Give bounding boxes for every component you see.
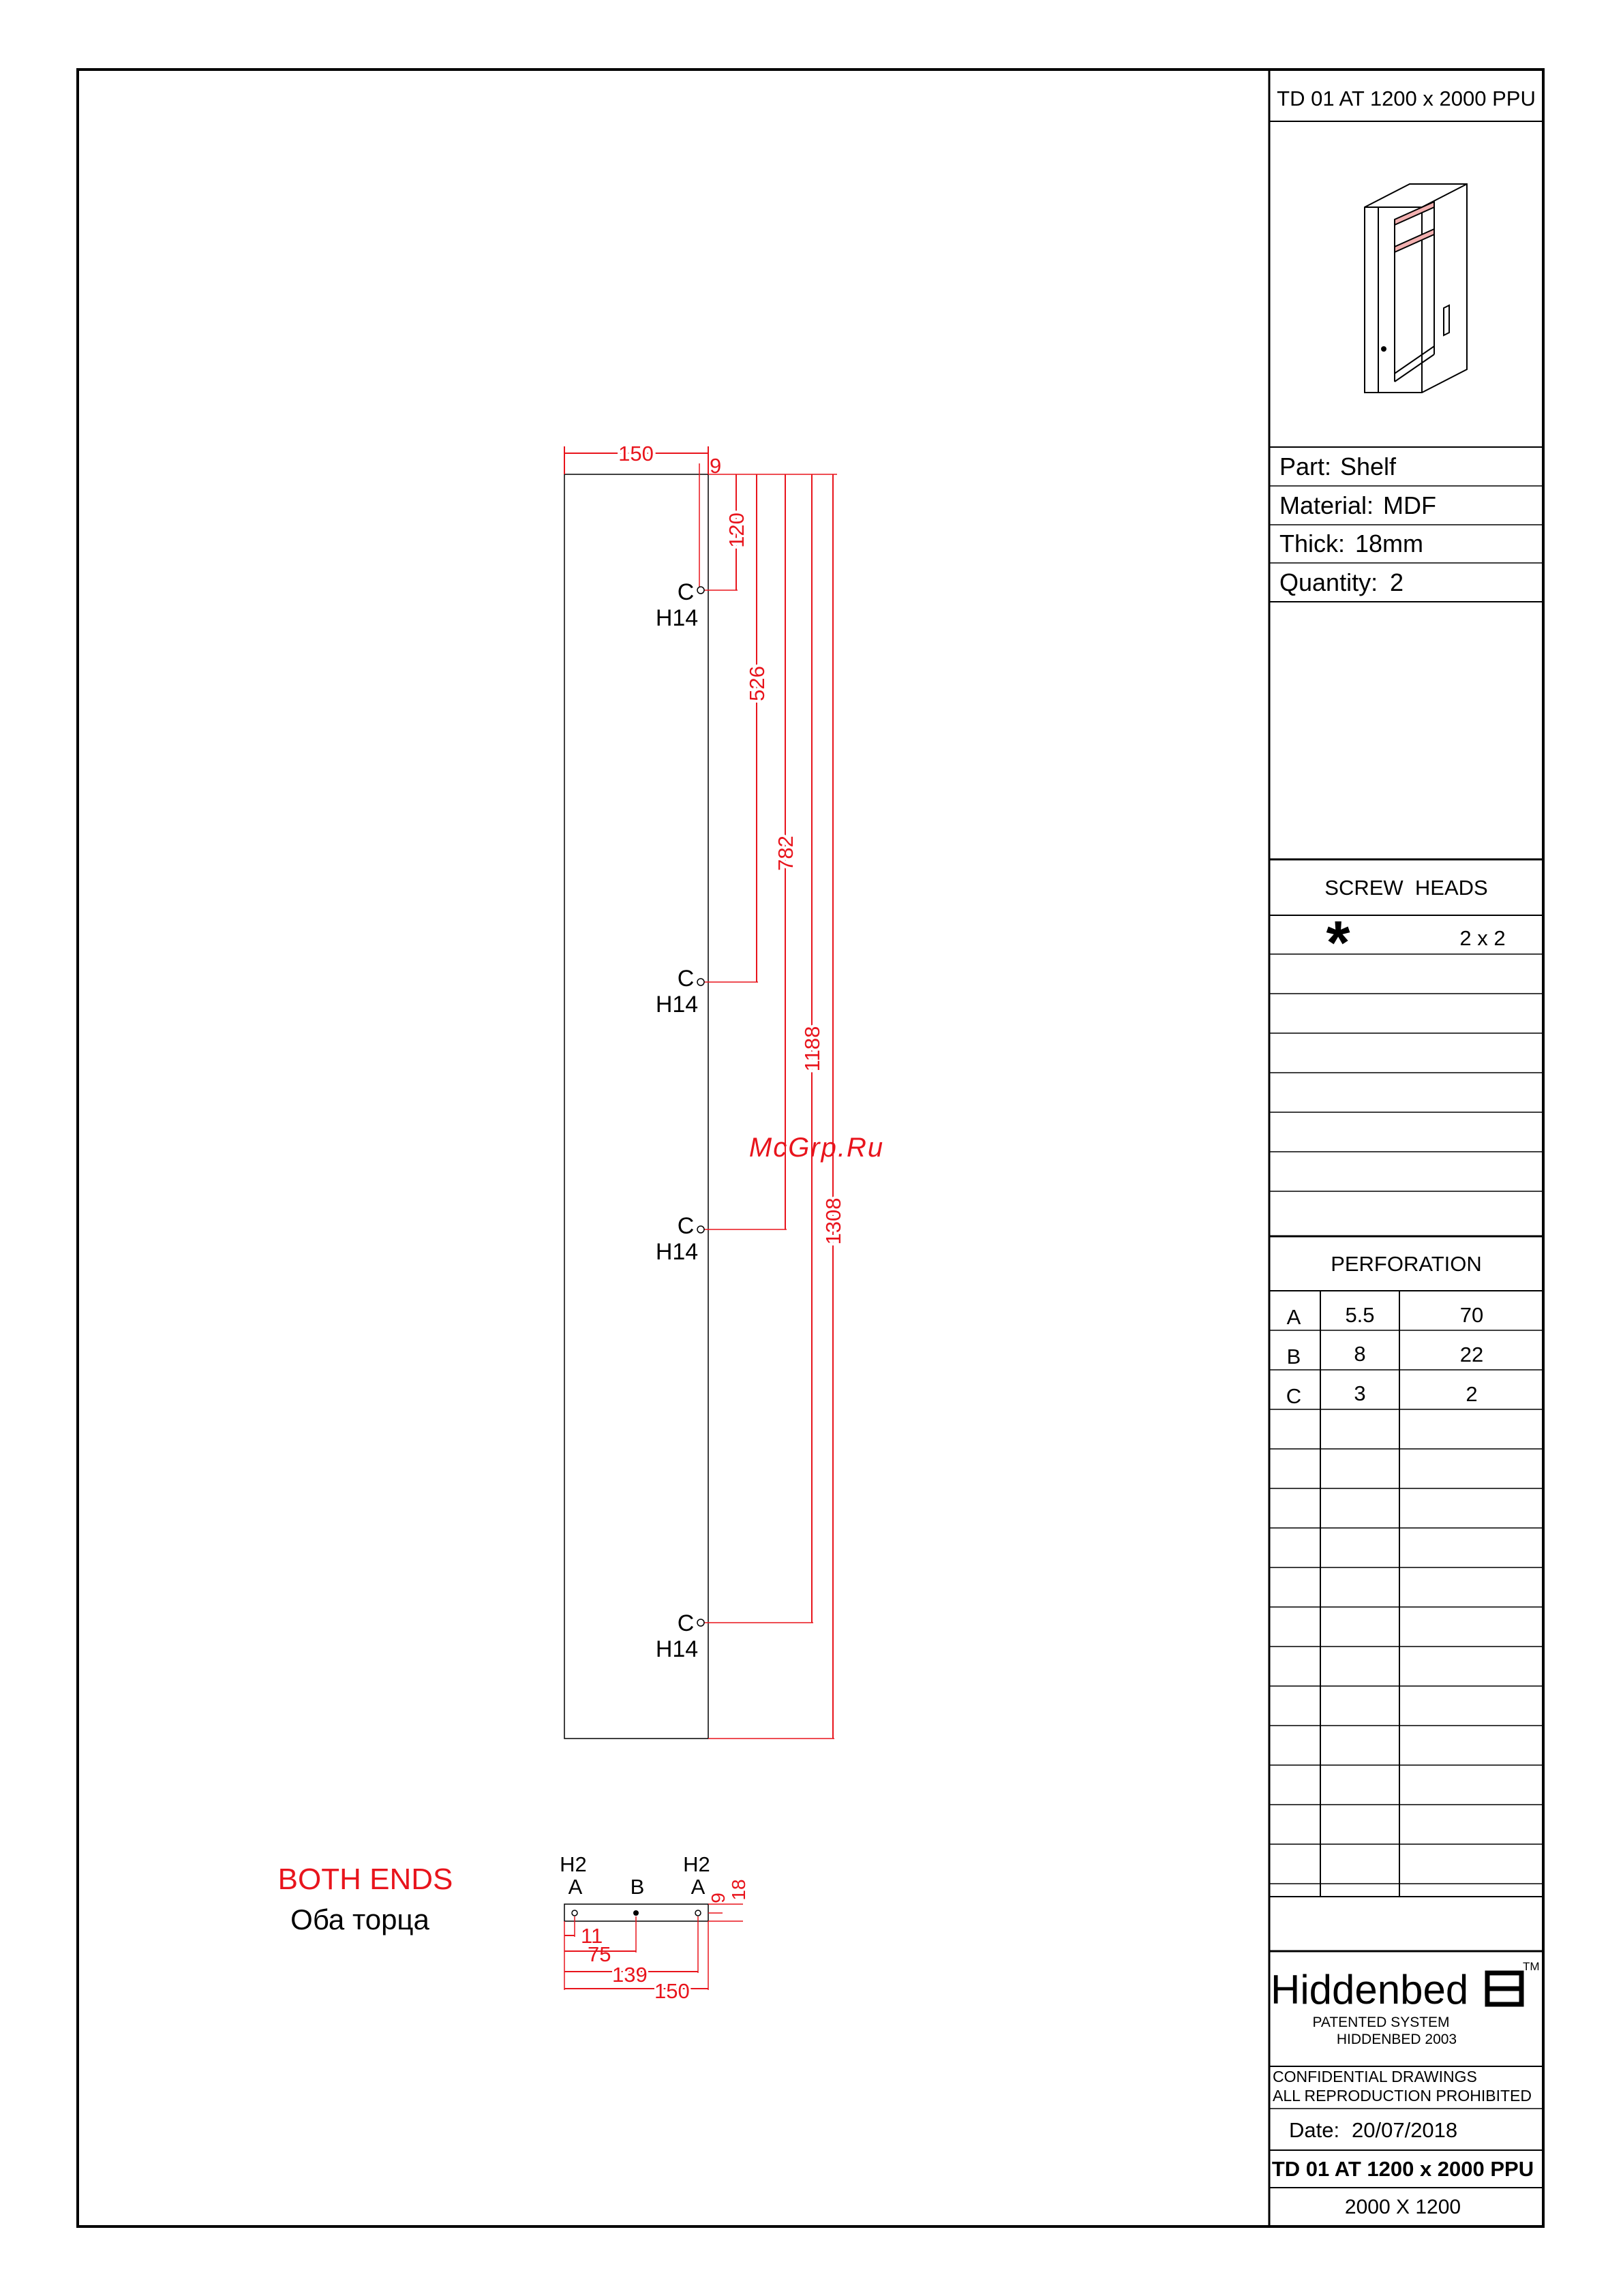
hole-type-2: C [677, 966, 695, 992]
quantity-label: Quantity: [1279, 568, 1378, 596]
thick-value: 18mm [1355, 530, 1424, 557]
dim-edge-9: 9 [710, 454, 722, 478]
dim-hole-2: 526 [745, 666, 769, 701]
dim-hole-3: 782 [774, 836, 798, 871]
hole-type-4: C [677, 1610, 695, 1636]
confidential-line-1: CONFIDENTIAL DRAWINGS [1273, 2068, 1477, 2085]
hole-c-3 [697, 1226, 704, 1233]
screw-head-symbol: * [1326, 909, 1350, 977]
hole-depth-4: H14 [655, 1636, 699, 1662]
dim-width-150: 150 [618, 442, 654, 465]
end-dim-9: 9 [708, 1893, 729, 1903]
end-hole-a-right [695, 1910, 701, 1916]
hole-c-4 [697, 1619, 704, 1626]
perf-code-b: B [1286, 1345, 1301, 1368]
brand-name: Hiddenbed [1271, 1967, 1469, 2012]
end-dim-139: 139 [612, 1963, 648, 1987]
date-label: Date: [1289, 2118, 1340, 2142]
perf-code-c: C [1286, 1384, 1302, 1408]
hole-c-2 [697, 979, 704, 985]
confidential-line-2: ALL REPRODUCTION PROHIBITED [1273, 2087, 1532, 2104]
perf-count-c: 2 [1466, 1382, 1478, 1406]
watermark: McGrp.Ru [748, 1133, 885, 1163]
perf-code-a: A [1286, 1305, 1301, 1329]
end-left-type: A [568, 1875, 583, 1899]
end-left-depth: H2 [560, 1852, 587, 1876]
material-label: Material: [1279, 491, 1374, 519]
perf-diameter-b: 8 [1354, 1342, 1366, 1366]
hole-depth-1: H14 [655, 605, 699, 631]
end-center-type: B [630, 1875, 645, 1899]
both-ends-label: BOTH ENDS [277, 1863, 453, 1896]
material-value: MDF [1383, 491, 1436, 519]
shelf-main-view [564, 442, 845, 1739]
drawing-code: TD 01 AT 1200 x 2000 PPU [1277, 87, 1536, 110]
part-label: Part: [1279, 453, 1332, 480]
hole-c-1 [697, 587, 704, 594]
perforation-header: PERFORATION [1331, 1252, 1482, 1276]
cabinet-thumbnail [1365, 184, 1467, 393]
brand-logo-icon [1487, 1973, 1521, 2004]
screw-heads-value: 2 x 2 [1459, 926, 1506, 950]
date-value: 20/07/2018 [1352, 2118, 1458, 2142]
end-right-type: A [691, 1875, 706, 1899]
hole-type-3: C [677, 1213, 695, 1239]
both-ends-russian-label: Оба торца [290, 1903, 429, 1935]
hole-depth-3: H14 [655, 1239, 699, 1265]
dim-total-1308: 1308 [821, 1197, 845, 1245]
end-dim-150: 150 [654, 1979, 690, 2003]
screw-heads-header: SCREW HEADS [1324, 876, 1488, 900]
end-dim-11: 11 [581, 1924, 603, 1948]
perf-diameter-a: 5.5 [1345, 1303, 1375, 1327]
quantity-value: 2 [1390, 568, 1404, 596]
drawing-size: 2000 X 1200 [1344, 2196, 1461, 2218]
trademark-mark: TM [1523, 1960, 1540, 1973]
patent-line-1: PATENTED SYSTEM [1312, 2015, 1450, 2030]
thick-label: Thick: [1279, 530, 1346, 557]
end-dim-75: 75 [588, 1942, 611, 1966]
patent-line-2: HIDDENBED 2003 [1336, 2032, 1457, 2047]
dim-hole-4: 1188 [800, 1026, 824, 1072]
shelf-end-view [278, 1852, 749, 2003]
end-hole-b [633, 1910, 639, 1916]
shelf-outline [564, 474, 708, 1739]
end-hole-a-left [572, 1910, 577, 1916]
hole-type-1: C [677, 579, 695, 605]
perf-diameter-c: 3 [1354, 1381, 1366, 1405]
perf-count-a: 70 [1459, 1303, 1484, 1327]
dim-hole-1: 120 [725, 512, 748, 548]
drawing-code-bottom: TD 01 AT 1200 x 2000 PPU [1271, 2157, 1534, 2181]
hole-depth-2: H14 [655, 992, 699, 1017]
perf-count-b: 22 [1459, 1343, 1484, 1366]
end-right-depth: H2 [683, 1852, 710, 1876]
part-value: Shelf [1340, 453, 1397, 480]
end-dim-18: 18 [728, 1879, 749, 1901]
